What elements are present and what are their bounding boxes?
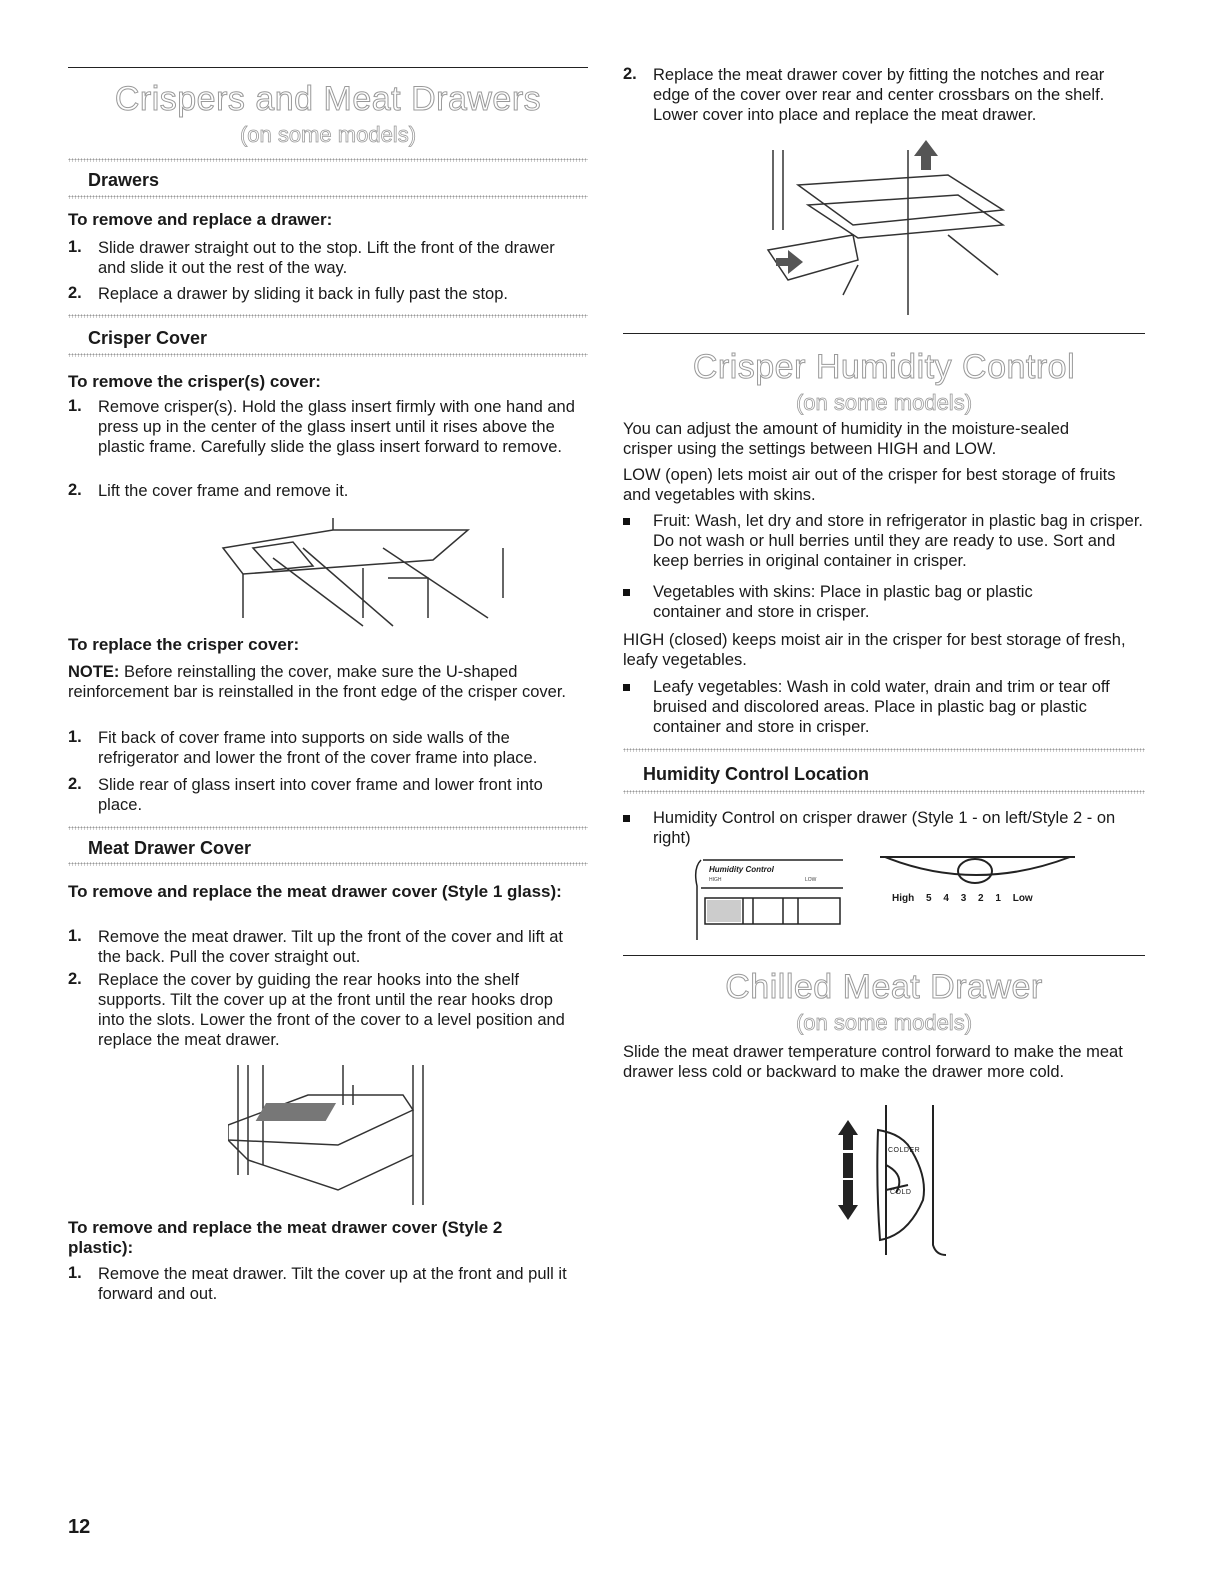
crisper-replace-step-2: Slide rear of glass insert into cover frame and lower front into place.: [98, 776, 543, 814]
location-bullet: Humidity Control on crisper drawer (Style 1 - on left/Style 2 - on right): [653, 809, 1116, 847]
section-title-crispers: Crispers and Meat Drawers: [114, 80, 542, 118]
bullet-leafy: Leafy vegetables: Wash in cold water, drain and trim or tear off bruised and discolored areas. Place in plastic bag or plastic container and store in crisper.: [653, 678, 1110, 736]
step-number: 2.: [68, 970, 82, 988]
meat-style2-step-2: Replace the meat drawer cover by fitting the notches and rear edge of the cover over rear and center crossbars on the shelf. Lower cover into place and replace the meat drawer.: [653, 66, 1105, 124]
divider: [68, 862, 588, 866]
note-label: NOTE:: [68, 663, 120, 681]
humidity-low-label: LOW: [805, 877, 817, 883]
scale-5: 5: [926, 893, 932, 904]
meat-style1-step-2: Replace the cover by guiding the rear hooks into the shelf supports. Tilt the cover up at the front until the rear hooks drop into the slots. Lower the front of the cover to a level position and replace the meat drawer.: [98, 971, 565, 1049]
meat-style2-step-1: Remove the meat drawer. Tilt the cover up at the front and pull it forward and out.: [98, 1265, 567, 1303]
heading-humidity-location: Humidity Control Location: [643, 764, 869, 784]
divider: [68, 314, 588, 318]
divider: [68, 353, 588, 357]
crisper-cover-illustration: [213, 508, 513, 628]
divider-rule: [623, 955, 1145, 956]
divider: [623, 790, 1145, 794]
section-title-humidity: Crisper Humidity Control: [692, 348, 1076, 386]
heading-crisper-cover: Crisper Cover: [88, 328, 208, 348]
crisper-replace-step-1: Fit back of cover frame into supports on side walls of the refrigerator and lower the front of the cover frame into place.: [98, 729, 538, 767]
step-number: 1.: [68, 728, 82, 746]
scale-high: High: [892, 893, 915, 904]
meat-cover-style2-illustration: [758, 140, 1018, 320]
chilled-text: Slide the meat drawer temperature control forward to make the meat drawer less cold or backward to make the drawer more cold.: [623, 1043, 1123, 1081]
top-rule: [68, 67, 588, 68]
crisper-remove-step-1: Remove crisper(s). Hold the glass insert firmly with one hand and press up in the center of the glass insert until it rises above the plastic frame. Carefully slide the glass insert forward to remove.: [98, 398, 575, 456]
humidity-control-style2: [880, 855, 1080, 915]
crisper-remove-step-2: Lift the cover frame and remove it.: [98, 482, 349, 500]
step-number: 1.: [68, 238, 82, 256]
step-number: 1.: [68, 397, 82, 415]
subhead-meat-style1: To remove and replace the meat drawer cover (Style 1 glass):: [68, 882, 562, 901]
subhead-remove-crisper-cover: To remove the crisper(s) cover:: [68, 372, 321, 391]
label-colder: COLDER: [888, 1147, 921, 1154]
step-number: 2.: [68, 284, 82, 302]
bullet: [623, 815, 630, 822]
bullet-fruit: Fruit: Wash, let dry and store in refrigerator in plastic bag in crisper. Do not wash or hull berries until they are ready to use. Sort and keep berries in original container in crisper.: [653, 512, 1144, 570]
divider: [68, 195, 588, 199]
note: [68, 662, 588, 702]
chilled-control-drawing: [828, 1105, 968, 1265]
note-text: Before reinstalling the cover, make sure the U-shaped reinforcement bar is reinstalled in the front edge of the crisper cover.: [68, 663, 567, 701]
scale-3: 3: [960, 893, 967, 904]
drawer-step-2: Replace a drawer by sliding it back in fully past the stop.: [98, 285, 508, 303]
heading-drawers: Drawers: [88, 170, 160, 190]
meat-drawer-illustration: [228, 1065, 438, 1205]
drawer-step-1: Slide drawer straight out to the stop. Lift the front of the drawer and slide it out the rest of the way.: [98, 239, 555, 277]
section-title-chilled: Chilled Meat Drawer: [725, 968, 1043, 1006]
subhead-replace-crisper-cover: To replace the crisper cover:: [68, 635, 300, 654]
page-number: 12: [68, 1516, 91, 1538]
step-number: 2.: [68, 775, 82, 793]
humidity-intro: You can adjust the amount of humidity in the moisture-sealed crisper using the settings between HIGH and LOW.: [623, 420, 1070, 458]
subhead-remove-drawer: To remove and replace a drawer:: [68, 210, 333, 229]
meat-style1-step-1: Remove the meat drawer. Tilt up the front of the cover and lift at the back. Pull the cover straight out.: [98, 928, 563, 966]
step-number: 2.: [623, 65, 637, 83]
subhead-meat-style2: To remove and replace the meat drawer cover (Style 2 plastic):: [68, 1218, 503, 1257]
chilled-control-illustration: [828, 1105, 968, 1265]
humidity-low-text: LOW (open) lets moist air out of the crisper for best storage of fruits and vegetables with skins.: [623, 466, 1116, 504]
humidity-high-label: HIGH: [709, 877, 722, 883]
section-subtitle: (on some models): [795, 1010, 973, 1035]
bullet: [623, 518, 630, 525]
scale-1: 1: [995, 893, 1001, 904]
divider-rule: [623, 333, 1145, 334]
humidity-control-label: Humidity Control: [709, 865, 774, 874]
humidity-dial: [880, 855, 1080, 895]
step-number: 1.: [68, 1264, 82, 1282]
section-subtitle: (on some models): [795, 390, 973, 415]
divider: [68, 158, 588, 162]
divider: [68, 826, 588, 830]
bullet: [623, 589, 630, 596]
bullet: [623, 684, 630, 691]
bullet-vegetables: Vegetables with skins: Place in plastic bag or plastic container and store in crisper.: [653, 583, 1033, 621]
divider: [623, 748, 1145, 752]
section-subtitle: (on some models): [239, 122, 417, 147]
humidity-scale: [892, 893, 1033, 904]
step-number: 2.: [68, 481, 82, 499]
scale-low: Low: [1012, 893, 1033, 904]
humidity-control-style1: [693, 858, 853, 940]
heading-meat-drawer-cover: Meat Drawer Cover: [88, 838, 252, 858]
scale-4: 4: [943, 893, 949, 904]
scale-2: 2: [978, 893, 984, 904]
step-number: 1.: [68, 927, 82, 945]
label-cold: COLD: [890, 1189, 912, 1196]
humidity-high-text: HIGH (closed) keeps moist air in the crisper for best storage of fresh, leafy vegetables.: [623, 631, 1126, 669]
